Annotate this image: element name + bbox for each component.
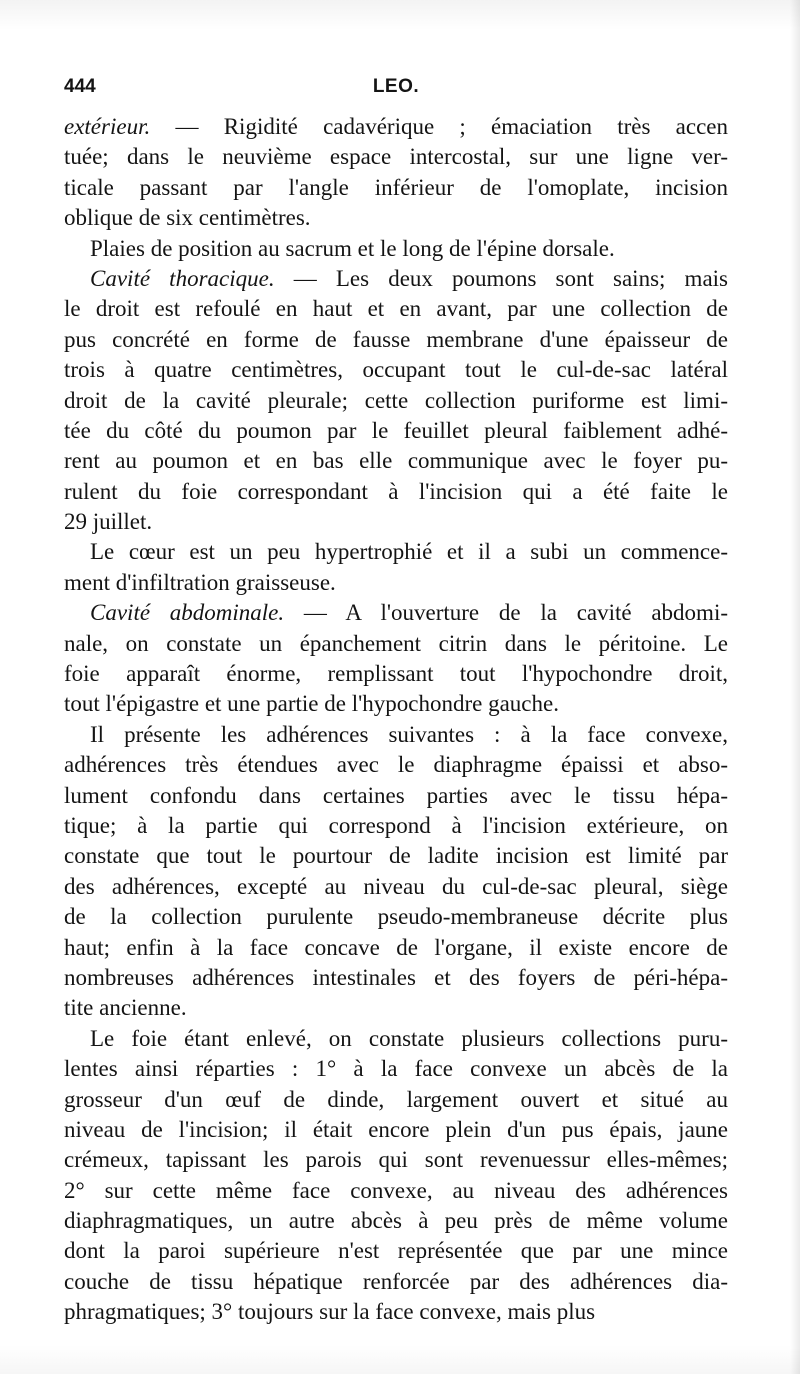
line-text: haut; enfin à la face concave de l'organe, il existe encore de bbox=[64, 934, 728, 960]
text-line bbox=[64, 294, 728, 324]
text-line bbox=[64, 142, 728, 172]
line-text: tée du côté du poumon par le feuillet pleural faiblement adhé- bbox=[64, 417, 728, 443]
text-line bbox=[64, 1054, 728, 1084]
line-text: Le cœur est un peu hypertrophié et il a subi un commence- bbox=[90, 539, 728, 565]
line-text: tout l'épigastre et une partie de l'hypochondre gauche. bbox=[64, 691, 559, 717]
text-line bbox=[64, 598, 728, 628]
line-text: — A l'ouverture de la cavité abdomi- bbox=[284, 600, 728, 626]
text-line bbox=[64, 234, 728, 264]
text-line bbox=[64, 659, 728, 689]
line-text: — Les deux poumons sont sains; mais bbox=[274, 265, 728, 291]
line-text: Le foie étant enlevé, on constate plusieurs collections puru- bbox=[90, 1025, 728, 1051]
page-edge-shadow bbox=[790, 0, 800, 1374]
text-line bbox=[64, 507, 728, 537]
text-line bbox=[64, 1145, 728, 1175]
line-text: — Rigidité cadavérique ; émaciation très accen bbox=[150, 114, 728, 139]
line-text: rulent du foie correspondant à l'incision qui a été faite le bbox=[64, 478, 728, 504]
text-line bbox=[64, 416, 728, 446]
section-heading: Cavité abdominale. bbox=[90, 600, 285, 626]
text-line bbox=[64, 112, 728, 142]
line-text: Il présente les adhérences suivantes : à la face convexe, bbox=[90, 721, 728, 747]
line-text: couche de tissu hépatique renforcée par des adhérences dia- bbox=[64, 1268, 728, 1294]
text-line bbox=[64, 1024, 728, 1054]
text-line bbox=[64, 1206, 728, 1236]
text-line bbox=[64, 1297, 728, 1327]
line-text: niveau de l'incision; il était encore plein d'un pus épais, jaune bbox=[64, 1116, 728, 1142]
text-line bbox=[64, 781, 728, 811]
body-text bbox=[64, 112, 728, 1328]
text-line bbox=[64, 1085, 728, 1115]
text-line bbox=[64, 933, 728, 963]
line-text: de la collection purulente pseudo-membraneuse décrite plus bbox=[64, 904, 728, 930]
line-text: le droit est refoulé en haut et en avant, par une collection de bbox=[64, 296, 728, 322]
line-text: droit de la cavité pleurale; cette collection puriforme est limi- bbox=[64, 387, 728, 413]
text-line bbox=[64, 902, 728, 932]
text-line bbox=[64, 203, 728, 233]
section-heading: Cavité thoracique. bbox=[90, 265, 275, 291]
page-number: 444 bbox=[64, 76, 96, 97]
page-header bbox=[64, 72, 728, 102]
line-text: diaphragmatiques, un autre abcès à peu près de même volume bbox=[64, 1208, 728, 1234]
text-line bbox=[64, 629, 728, 659]
text-line bbox=[64, 872, 728, 902]
text-line bbox=[64, 173, 728, 203]
line-text: tite ancienne. bbox=[64, 995, 187, 1021]
line-text: trois à quatre centimètres, occupant tout le cul-de-sac latéral bbox=[64, 357, 728, 383]
running-title: LEO. bbox=[372, 76, 420, 97]
text-line bbox=[64, 386, 728, 416]
line-text: foie apparaît énorme, remplissant tout l'hypochondre droit, bbox=[64, 661, 728, 687]
line-text: phragmatiques; 3° toujours sur la face convexe, mais plus bbox=[64, 1299, 596, 1325]
line-text: des adhérences, excepté au niveau du cul-de-sac pleural, siège bbox=[64, 873, 728, 899]
line-text: 2° sur cette même face convexe, au niveau des adhérences bbox=[64, 1177, 728, 1203]
text-line bbox=[64, 568, 728, 598]
line-text: Plaies de position au sacrum et le long de l'épine dorsale. bbox=[90, 235, 615, 261]
line-text: crémeux, tapissant les parois qui sont revenuessur elles-mêmes; bbox=[64, 1147, 728, 1173]
line-text: tique; à la partie qui correspond à l'incision extérieure, on bbox=[64, 812, 728, 838]
line-text: nombreuses adhérences intestinales et des foyers de péri-hépa- bbox=[64, 964, 728, 990]
line-text: dont la paroi supérieure n'est représentée que par une mince bbox=[64, 1238, 728, 1264]
line-text: lument confondu dans certaines parties avec le tissu hépa- bbox=[64, 782, 728, 808]
text-line bbox=[64, 446, 728, 476]
text-line bbox=[64, 477, 728, 507]
text-line bbox=[64, 750, 728, 780]
line-text: oblique de six centimètres. bbox=[64, 205, 311, 231]
text-line bbox=[64, 1176, 728, 1206]
line-text: rent au poumon et en bas elle communique avec le foyer pu- bbox=[64, 448, 728, 474]
line-text: pus concrété en forme de fausse membrane d'une épaisseur de bbox=[64, 326, 728, 352]
text-line bbox=[64, 993, 728, 1023]
line-text: 29 juillet. bbox=[64, 509, 153, 535]
text-line bbox=[64, 1267, 728, 1297]
section-heading: extérieur. bbox=[64, 114, 151, 139]
line-text: nale, on constate un épanchement citrin dans le péritoine. Le bbox=[64, 630, 728, 656]
text-line bbox=[64, 325, 728, 355]
text-line bbox=[64, 689, 728, 719]
line-text: tuée; dans le neuvième espace intercostal, sur une ligne ver- bbox=[64, 144, 728, 170]
line-text: adhérences très étendues avec le diaphragme épaissi et abso- bbox=[64, 752, 728, 778]
line-text: lentes ainsi réparties : 1° à la face convexe un abcès de la bbox=[64, 1056, 728, 1082]
text-line bbox=[64, 1115, 728, 1145]
text-line bbox=[64, 811, 728, 841]
line-text: grosseur d'un œuf de dinde, largement ouvert et situé au bbox=[64, 1086, 728, 1112]
line-text: ment d'infiltration graisseuse. bbox=[64, 569, 336, 595]
text-line bbox=[64, 355, 728, 385]
line-text: constate que tout le pourtour de ladite incision est limité par bbox=[64, 843, 728, 869]
line-text: ticale passant par l'angle inférieur de l'omoplate, incision bbox=[64, 174, 728, 200]
text-line bbox=[64, 537, 728, 567]
text-line bbox=[64, 264, 728, 294]
text-line bbox=[64, 720, 728, 750]
text-line bbox=[64, 963, 728, 993]
text-line bbox=[64, 1236, 728, 1266]
text-line bbox=[64, 841, 728, 871]
